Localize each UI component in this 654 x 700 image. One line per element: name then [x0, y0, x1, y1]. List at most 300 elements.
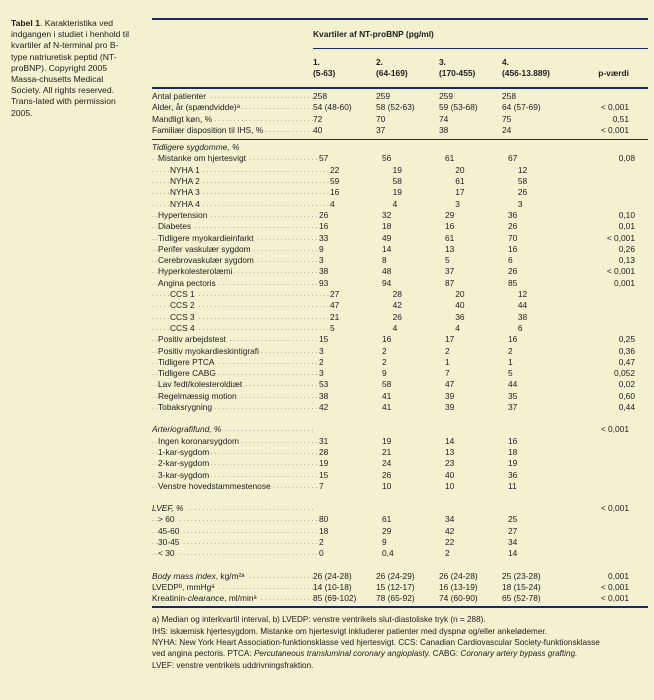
cell-q1: 26 — [319, 209, 329, 220]
caption-text: . Karakteristika ved indgangen i studiet i henhold til kvartiler af N-terminal pro B-type natriuretisk peptid (NT-proBNP). Copyright 2005 Massa-chusetts Medical Society. All rights reserved. Trans-lated with permission 2005. — [11, 18, 130, 118]
table-row — [152, 514, 648, 525]
cell-q4: 37 — [508, 402, 518, 413]
table-body — [152, 91, 648, 604]
cell-p-value: 0,02 — [618, 379, 635, 390]
row-label: Hyperkolesterolæmi . . . — [152, 266, 319, 277]
cell-q2: 29 — [382, 525, 392, 536]
cell-q1: 3 — [319, 345, 324, 356]
cell-q3: 26 (24-28) — [439, 570, 478, 581]
row-label: Diabetes . . . — [152, 221, 319, 232]
row-label: 30-45 . . . — [152, 537, 319, 548]
cell-p-value: 0,36 — [618, 345, 635, 356]
cell-q4 — [502, 503, 580, 514]
row-label: Body mass index, kg/m²ᵃ . . . — [152, 571, 313, 582]
cell-q4: 18 — [508, 446, 518, 457]
cell-q4: 65 (52-78) — [502, 593, 541, 604]
cell-p-value — [595, 187, 648, 198]
cell-q1: 15 — [319, 334, 329, 345]
cell-q4: 14 — [508, 548, 518, 559]
cell-q2: 61 — [382, 514, 392, 525]
cell-q3: 10 — [445, 480, 455, 491]
cell-q2: 0,4 — [382, 548, 394, 559]
table-row — [152, 323, 648, 334]
cell-p-value — [580, 91, 633, 102]
cell-q2: 28 — [392, 289, 402, 300]
cell-q3: 61 — [445, 153, 455, 164]
cell-q4 — [502, 424, 580, 435]
cell-p-value: 0,47 — [618, 356, 635, 367]
row-label: Antal patienter . . . — [152, 91, 313, 102]
cell-q3: 16 (13-19) — [439, 581, 478, 592]
spacer — [152, 560, 648, 571]
cell-p-value — [586, 548, 639, 559]
table-row — [152, 210, 648, 221]
cell-q3: 37 — [445, 266, 455, 277]
cell-q1: 16 — [329, 187, 340, 198]
cell-q3: 14 — [445, 435, 455, 446]
cell-q2: 259 — [376, 91, 390, 101]
cell-q2: 8 — [382, 255, 387, 266]
cell-q3: 17 — [455, 187, 465, 198]
cell-p-value — [595, 176, 648, 187]
row-label: Tidligere CABG . . . — [152, 368, 319, 379]
table-row — [152, 233, 648, 244]
cell-p-value — [586, 470, 639, 481]
cell-p-value: < 0,001 — [600, 503, 629, 514]
cell-q1: 19 — [319, 458, 329, 469]
cell-p-value: 0,44 — [618, 402, 635, 413]
cell-q4: 16 — [508, 243, 518, 254]
table-row — [152, 102, 648, 113]
cell-q2: 10 — [382, 480, 392, 491]
table-row — [152, 289, 648, 300]
cell-p-value — [586, 458, 639, 469]
row-label: CCS 4 . . . — [152, 323, 330, 334]
cell-q3: 22 — [445, 536, 455, 547]
cell-p-value: 0,001 — [608, 570, 629, 581]
footnotes — [152, 614, 648, 670]
cell-q1: 27 — [329, 289, 340, 300]
table-row — [152, 526, 648, 537]
table-row — [152, 346, 648, 357]
row-label: CCS 2 . . . — [152, 300, 330, 311]
cell-q1: 38 — [319, 390, 329, 401]
cell-q1: 85 (69-102) — [313, 593, 357, 604]
cell-q2: 2 — [382, 356, 387, 367]
cell-p-value: 0,13 — [618, 255, 635, 266]
section-title-row — [152, 142, 648, 153]
cell-q4: 16 — [508, 435, 518, 446]
cell-q2: 32 — [382, 209, 392, 220]
table-row — [152, 187, 648, 198]
cell-q2: 4 — [392, 322, 398, 333]
row-label: CCS 1 . . . — [152, 289, 330, 300]
table-row — [152, 391, 648, 402]
column-header-p: p-værdi — [598, 68, 629, 78]
cell-q2: 9 — [382, 536, 387, 547]
row-label: 3-kar-sygdom . . . — [152, 470, 319, 481]
cell-p-value — [586, 526, 639, 537]
row-label: Tidligere myokardieinfarkt . . . — [152, 233, 319, 244]
row-label: NYHA 2 . . . — [152, 176, 330, 187]
cell-q1: 93 — [319, 277, 329, 288]
row-label: Tobaksrygning . . . — [152, 402, 319, 413]
cell-q4: 1 — [508, 356, 513, 367]
cell-q2: 70 — [376, 113, 386, 124]
table-row — [152, 300, 648, 311]
row-label: Alder, år (spændvidde)ᵃ . . . — [152, 102, 313, 113]
cell-q1: 80 — [319, 514, 329, 525]
footnote-3: NYHA: New York Heart Association-funktionsklasse ved hjertesvigt. CCS: Canadian Cardiovascular Society-funktionsklasse — [152, 638, 600, 648]
row-label: Ingen koronarsygdom . . . — [152, 436, 319, 447]
cell-q1: 72 — [313, 113, 323, 124]
cell-p-value — [595, 199, 648, 210]
table-row — [152, 221, 648, 232]
cell-q1: 42 — [319, 402, 329, 413]
cell-q3: 39 — [445, 390, 455, 401]
cell-p-value — [595, 165, 648, 176]
group-header: Kvartiler af NT-proBNP (pg/ml) — [313, 29, 434, 39]
cell-q4: 26 — [508, 221, 518, 232]
table-row — [152, 357, 648, 368]
section-rule — [152, 139, 648, 140]
cell-p-value — [595, 312, 648, 323]
row-label: Familiær disposition til IHS, % . . . — [152, 125, 313, 136]
cell-q3: 34 — [445, 514, 455, 525]
column-header-q4: 4. (456-13.889) — [502, 57, 550, 78]
cell-q4: 44 — [508, 379, 518, 390]
cell-p-value — [586, 481, 639, 492]
cell-p-value: < 0,001 — [600, 102, 629, 113]
cell-p-value: < 0,001 — [606, 266, 635, 277]
row-label: Arteriografifund, % . . . — [152, 424, 313, 435]
cell-q2: 19 — [392, 187, 402, 198]
cell-q3: 23 — [445, 458, 455, 469]
cell-q1: 38 — [319, 266, 329, 277]
row-label: NYHA 1 . . . — [152, 165, 330, 176]
cell-q3: 61 — [455, 176, 465, 187]
cell-q4: 67 — [508, 153, 518, 164]
cell-q3: 16 — [445, 221, 455, 232]
row-label: 2-kar-sygdom . . . — [152, 458, 319, 469]
cell-p-value: 0,51 — [612, 113, 629, 124]
row-label: Venstre hovedstammestenose . . . — [152, 481, 319, 492]
table-row — [152, 470, 648, 481]
footnote-5: LVEF: venstre ventrikels uddrivningsfraktion. — [152, 660, 314, 670]
column-header-q2: 2. (64-169) — [376, 57, 408, 78]
row-label: Angina pectoris . . . — [152, 278, 319, 289]
cell-q2: 58 — [382, 379, 392, 390]
row-label: Positiv arbejdstest . . . — [152, 334, 319, 345]
spacer — [152, 413, 648, 424]
cell-p-value: < 0,001 — [606, 232, 635, 243]
cell-q4: 19 — [508, 458, 518, 469]
cell-q3: 4 — [455, 322, 460, 333]
cell-q3: 1 — [445, 356, 450, 367]
table-row — [152, 379, 648, 390]
label-column-header — [152, 49, 313, 87]
cell-p-value: 0,052 — [614, 368, 635, 379]
cell-q4: 3 — [517, 198, 523, 209]
row-label: 1-kar-sygdom . . . — [152, 447, 319, 458]
footnote-4: ved angina pectoris. PTCA: Percutaneous transluminal coronary angioplasty. CABG: Coronary artery bypass grafting. — [152, 649, 578, 659]
row-label: LVEF, % . . . — [152, 503, 313, 514]
table-row — [152, 114, 648, 125]
cell-q2: 26 — [392, 311, 402, 322]
cell-q2: 26 — [382, 469, 392, 480]
cell-q4: 26 — [517, 187, 528, 198]
cell-p-value — [586, 436, 639, 447]
table-row — [152, 368, 648, 379]
cell-p-value — [586, 447, 639, 458]
cell-q1: 14 (10-18) — [313, 581, 352, 592]
cell-q2: 19 — [392, 164, 402, 175]
cell-q4: 35 — [508, 390, 518, 401]
row-label: NYHA 3 . . . — [152, 187, 330, 198]
cell-q3: 47 — [445, 379, 455, 390]
cell-q2: 26 (24-29) — [376, 570, 415, 581]
cell-q2: 58 (52-63) — [376, 102, 415, 113]
cell-q2 — [376, 503, 439, 514]
cell-q1: 59 — [329, 176, 340, 187]
cell-q1: 22 — [329, 164, 340, 175]
cell-q1: 21 — [329, 311, 340, 322]
cell-p-value — [595, 289, 648, 300]
table-row — [152, 278, 648, 289]
cell-q2: 56 — [382, 153, 392, 164]
cell-q4: 27 — [508, 525, 518, 536]
cell-p-value: 0,01 — [618, 221, 635, 232]
cell-q3: 3 — [455, 198, 460, 209]
cell-q2: 15 (12-17) — [376, 581, 415, 592]
column-header-q1: 1. (5-63) — [313, 57, 336, 78]
cell-q2: 24 — [382, 458, 392, 469]
cell-q3: 59 (53-68) — [439, 102, 478, 113]
cell-q4: 11 — [508, 480, 517, 491]
table-row — [152, 244, 648, 255]
cell-p-value: < 0,001 — [600, 581, 629, 592]
cell-q1: 28 — [319, 446, 329, 457]
cell-q1: 33 — [319, 232, 329, 243]
cell-q1: 3 — [319, 255, 324, 266]
column-header-q3: 3. (170-455) — [439, 57, 476, 78]
cell-q1: 2 — [319, 356, 324, 367]
cell-q1: 4 — [329, 198, 335, 209]
cell-p-value: 0,25 — [618, 334, 635, 345]
cell-q1: 9 — [319, 243, 324, 254]
cell-q2: 21 — [382, 446, 392, 457]
cell-p-value: < 0,001 — [600, 124, 629, 135]
cell-q1: 31 — [319, 435, 329, 446]
cell-q4: 36 — [508, 209, 518, 220]
cell-q3: 42 — [445, 525, 455, 536]
cell-q4: 38 — [517, 311, 528, 322]
cell-q3: 20 — [455, 289, 465, 300]
cell-q3: 29 — [445, 209, 455, 220]
table-row — [152, 266, 648, 277]
cell-q4: 70 — [508, 232, 518, 243]
section-title: Tidligere sygdomme, % — [152, 142, 240, 153]
cell-q4: 18 (15-24) — [502, 581, 541, 592]
row-label: < 30 . . . — [152, 548, 319, 559]
cell-q3 — [439, 424, 502, 435]
table-row — [152, 199, 648, 210]
cell-q4: 12 — [517, 289, 528, 300]
cell-q1: 258 — [313, 91, 327, 101]
cell-q1: 3 — [319, 368, 324, 379]
row-label: Mandligt køn, % . . . — [152, 114, 313, 125]
cell-q2: 14 — [382, 243, 392, 254]
cell-q3: 259 — [439, 91, 453, 101]
cell-q3: 13 — [445, 446, 455, 457]
cell-p-value — [595, 300, 648, 311]
cell-p-value: < 0,001 — [600, 593, 629, 604]
cell-p-value — [595, 323, 648, 334]
table-row — [152, 165, 648, 176]
cell-q4: 16 — [508, 334, 518, 345]
cell-q3: 5 — [445, 255, 450, 266]
cell-q4: 25 — [508, 514, 518, 525]
cell-q4: 36 — [508, 469, 518, 480]
cell-q4: 258 — [502, 91, 516, 101]
table-row — [152, 312, 648, 323]
table-row — [152, 424, 648, 435]
cell-p-value: 0,001 — [614, 277, 635, 288]
table-row — [152, 255, 648, 266]
table-row — [152, 334, 648, 345]
cell-q3: 7 — [445, 368, 450, 379]
cell-q3: 87 — [445, 277, 455, 288]
cell-q4: 2 — [508, 345, 513, 356]
row-label: Regelmæssig motion . . . — [152, 391, 319, 402]
cell-q2: 16 — [382, 334, 392, 345]
cell-p-value: 0,08 — [618, 153, 635, 164]
cell-q2: 42 — [392, 300, 402, 311]
row-label: NYHA 4 . . . — [152, 199, 330, 210]
cell-p-value — [586, 537, 639, 548]
row-label: 45-60 . . . — [152, 526, 319, 537]
cell-q4: 25 (23-28) — [502, 570, 541, 581]
cell-q1: 2 — [319, 536, 324, 547]
cell-q3: 38 — [439, 124, 449, 135]
row-label: Mistanke om hjertesvigt . . . — [152, 153, 319, 164]
table-row — [152, 458, 648, 469]
cell-p-value: < 0,001 — [600, 424, 629, 435]
table-row — [152, 481, 648, 492]
cell-q2: 49 — [382, 232, 392, 243]
table-row — [152, 503, 648, 514]
cell-q1: 16 — [319, 221, 329, 232]
cell-q3: 17 — [445, 334, 455, 345]
caption-label: Tabel 1 — [11, 18, 40, 28]
cell-q3: 20 — [455, 164, 465, 175]
cell-q4: 26 — [508, 266, 518, 277]
cell-q3: 74 (60-90) — [439, 593, 478, 604]
cell-q3: 2 — [445, 345, 450, 356]
table-row — [152, 402, 648, 413]
table-caption — [11, 18, 133, 119]
cell-q4: 6 — [508, 255, 513, 266]
cell-p-value: 0,10 — [618, 209, 635, 220]
cell-q3: 74 — [439, 113, 449, 124]
row-label: Tidligere PTCA . . . — [152, 357, 319, 368]
cell-q3: 40 — [455, 300, 465, 311]
cell-q2: 9 — [382, 368, 387, 379]
cell-q4: 34 — [508, 536, 518, 547]
cell-q2: 78 (65-92) — [376, 593, 415, 604]
table-row — [152, 593, 648, 604]
cell-q1 — [313, 503, 376, 514]
row-label: Hypertension . . . — [152, 210, 319, 221]
cell-q1: 5 — [329, 322, 335, 333]
cell-q1: 26 (24-28) — [313, 570, 352, 581]
cell-q4: 12 — [517, 164, 528, 175]
cell-q1: 7 — [319, 480, 324, 491]
cell-q2 — [376, 424, 439, 435]
footnote-2: IHS: iskæmisk hjertesygdom. Mistanke om hjertesvigt inkluderer patienter med dyspnø og/eller ankelødemer. — [152, 626, 547, 636]
cell-q4: 64 (57-69) — [502, 102, 541, 113]
cell-q1: 15 — [319, 469, 329, 480]
characteristics-table — [152, 18, 648, 671]
cell-p-value: 0,26 — [618, 243, 635, 254]
row-label: CCS 3 . . . — [152, 312, 330, 323]
cell-q2: 41 — [382, 390, 392, 401]
column-headers — [152, 49, 648, 87]
cell-p-value — [586, 514, 639, 525]
table-row — [152, 176, 648, 187]
table-row — [152, 125, 648, 136]
cell-q2: 48 — [382, 266, 392, 277]
table-row — [152, 153, 648, 164]
table-row — [152, 548, 648, 559]
cell-q2: 4 — [392, 198, 398, 209]
cell-q3: 2 — [445, 548, 450, 559]
cell-q4: 6 — [517, 322, 523, 333]
cell-q3 — [439, 503, 502, 514]
cell-p-value: 0,60 — [618, 390, 635, 401]
cell-q2: 19 — [382, 435, 392, 446]
cell-q3: 61 — [445, 232, 455, 243]
row-label: Lav fedt/kolesteroldiæt . . . — [152, 379, 319, 390]
cell-q4: 5 — [508, 368, 513, 379]
table-row — [152, 582, 648, 593]
table-row — [152, 436, 648, 447]
row-label: Cerebrovaskulær sygdom . . . — [152, 255, 319, 266]
spacer — [152, 492, 648, 503]
cell-q2: 37 — [376, 124, 386, 135]
row-label: Kreatinin-clearance, ml/minᵃ . . . — [152, 593, 313, 604]
cell-q2: 41 — [382, 402, 392, 413]
cell-q1: 53 — [319, 379, 329, 390]
cell-q4: 58 — [517, 176, 528, 187]
row-label: LVEDPᵇ, mmHgᵃ . . . — [152, 582, 313, 593]
cell-q4: 24 — [502, 124, 512, 135]
cell-q2: 94 — [382, 277, 392, 288]
cell-q1 — [313, 424, 376, 435]
cell-q4: 44 — [517, 300, 528, 311]
cell-q2: 18 — [382, 221, 392, 232]
footnote-1: a) Median og interkvartil interval, b) LVEDP: venstre ventrikels slut-diastoliske tryk (n = 288). — [152, 615, 486, 625]
cell-q2: 58 — [392, 176, 402, 187]
row-label: Perifer vaskulær sygdom . . . — [152, 244, 319, 255]
cell-q3: 39 — [445, 402, 455, 413]
table-row — [152, 571, 648, 582]
cell-q3: 13 — [445, 243, 455, 254]
cell-q1: 54 (48-60) — [313, 102, 352, 113]
table-row — [152, 537, 648, 548]
cell-q1: 47 — [329, 300, 340, 311]
table-row — [152, 91, 648, 102]
